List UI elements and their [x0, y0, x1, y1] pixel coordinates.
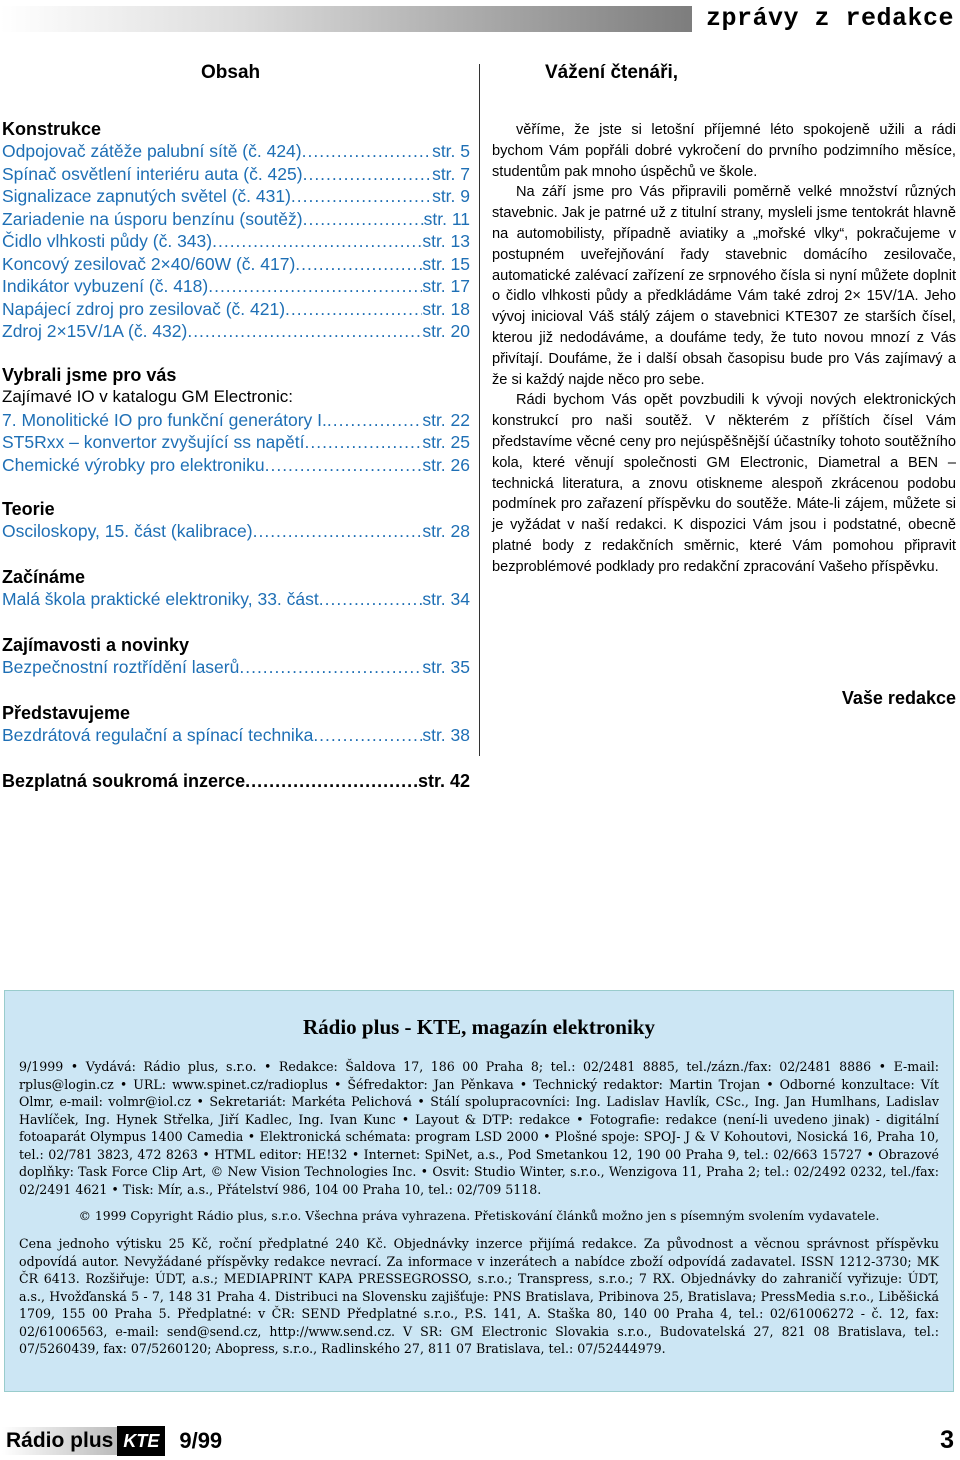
toc-entry[interactable] [2, 588, 470, 611]
column-divider [479, 64, 480, 756]
toc-leader-dots [208, 275, 422, 298]
letter-paragraph: Rádi bychom Vás opět povzbudili k vývoji nových elektronických konstrukcí pro naši soutěž. V některém z příštích čísel Vám představíme věcné ceny pro nejúspěšnější účastníky tohoto soutěžního kola, které věnují společnosti GM Electronic, Diametral a BEN – technická literatura, a znovu otiskneme alespoň zkrácenou podobu podmínek pro zařazení příspěvku do soutěže. Máte-li zájem, můžete si je vyžádat v naší redakci. K dispozici Vám jsou i podstatné, obecně platné body z redakčních směrnic, které Vám pomohou připravit bezproblémové podklady pro redakční zpracování Vašeho příspěvku. [492, 392, 956, 575]
toc-entry-title: Bezpečnostní roztřídění laserů [2, 657, 240, 677]
letter-paragraph: věříme, že jste si letošní příjemné léto spokojeně užili a rádi bychom Vám popřáli dobré vykročení do prvního podzimního měsíce, studentům pak mnoho úspěchů ve škole. [492, 122, 956, 180]
toc-entry-page: str. 28 [422, 521, 470, 541]
toc-entry-title: Bezdrátová regulační a spínací technika [2, 725, 314, 745]
toc-entry-page: str. 38 [422, 725, 470, 745]
imprint-title: Rádio plus - KTE, magazín elektroniky [303, 1015, 655, 1039]
toc-leader-dots [212, 230, 422, 253]
toc-leader-dots [291, 185, 432, 208]
footer-issue: 9/99 [179, 1428, 223, 1453]
toc-leader-dots [304, 431, 422, 454]
toc-group [2, 702, 470, 747]
toc-entry-title: Osciloskopy, 15. část (kalibrace) [2, 521, 253, 541]
toc-leader-dots [187, 320, 422, 343]
toc-entry-title: Koncový zesilovač 2×40/60W (č. 417) [2, 253, 296, 274]
toc-entry[interactable] [2, 724, 470, 747]
toc-group [2, 364, 470, 476]
toc-entry[interactable] [2, 253, 470, 276]
toc-entry[interactable] [2, 140, 470, 163]
toc-leader-dots [253, 520, 423, 543]
footer-kte-logo: KTE [117, 1426, 165, 1456]
toc-entry-page: str. 15 [422, 253, 470, 274]
toc-leader-dots [303, 208, 424, 231]
toc-entry-page: str. 20 [422, 321, 470, 341]
toc-leader-dots [302, 140, 432, 163]
toc-entry-title: Indikátor vybuzení (č. 418) [2, 276, 209, 296]
editorial-letter [492, 120, 956, 578]
toc-leader-dots [265, 454, 423, 477]
toc-group-title: Představujeme [2, 703, 131, 723]
toc-entry[interactable] [2, 230, 470, 253]
toc-group-title: Teorie [2, 499, 55, 519]
toc-group-title: Začínáme [2, 567, 86, 587]
toc-entry[interactable] [2, 320, 470, 343]
toc-group [2, 118, 470, 343]
toc-leader-dots [303, 163, 432, 186]
header-gradient-bar [0, 6, 692, 32]
toc-entry[interactable] [2, 298, 470, 321]
toc-entry-title: Zariadenie na úsporu benzínu (soutěž) [2, 208, 303, 229]
toc-entry-page: str. 5 [432, 141, 470, 161]
letter-greeting: Vážení čtenáři, [545, 62, 679, 83]
toc-leader-dots [327, 409, 422, 432]
toc-group [2, 498, 470, 543]
toc-entry[interactable] [2, 275, 470, 298]
toc-group-title: Konstrukce [2, 119, 102, 139]
toc-leader-dots [239, 656, 422, 679]
toc-entry-page: str. 18 [422, 298, 470, 319]
toc-entry[interactable] [2, 208, 470, 231]
toc-free-ads[interactable] [2, 770, 470, 792]
toc-entry-page: str. 13 [422, 231, 470, 251]
toc-entry-page: str. 11 [423, 208, 470, 229]
toc-entry-page: str. 22 [422, 409, 470, 430]
toc-entry-title: Odpojovač zátěže palubní sítě (č. 424) [2, 141, 302, 161]
letter-paragraph: Na září jsme pro Vás připravili poměrně velké množství různých stavebnic. Jak je patrné už z titulní strany, mysleli jsme tentokrát hlavně na automobilisty, případně aviatiky a „mořské vlky“, pokračujeme v postupném uveřejňování řady stavebnic domácího zesilovače, automatické zalévací zařízení ze srpnového čísla si nyní můžete doplnit o čidlo vlhkosti půdy a předkládáme Vám také zdroj 2× 15V/1A. Jeho vývoj inicioval Váš stálý zájem o stavebnici KTE307 ze starších čísel, kterou již nedodáváme, a doufáme tedy, že tuto novou mnozí z Vás přivítají. Doufáme, že i další obsah časopisu bude pro Vás zajímavý a že si každý najde něco pro sebe. [492, 184, 956, 388]
toc-entry[interactable] [2, 520, 470, 543]
toc-entry-title: Čidlo vlhkosti půdy (č. 343) [2, 231, 213, 251]
toc-entry-title: ST5Rxx – konvertor zvyšující ss napětí [2, 432, 305, 452]
footer-brand: Rádio plus [2, 1427, 117, 1455]
toc-free-ads-label: Bezplatná soukromá inzerce [2, 771, 246, 791]
section-title: zprávy z redakce [705, 4, 954, 33]
toc-group [2, 566, 470, 611]
toc-entry[interactable] [2, 431, 470, 454]
letter-signature: Vaše redakce [841, 688, 956, 708]
imprint-copyright: © 1999 Copyright Rádio plus, s.r.o. Všechna práva vyhrazena. Přetiskování článků možno jen s písemným svolením vydavatele. [78, 1208, 880, 1223]
toc-leader-dots [313, 724, 422, 747]
toc-entry-title: Zdroj 2×15V/1A (č. 432) [2, 321, 188, 341]
toc-entry-title: Chemické výrobky pro elektroniku [2, 454, 265, 475]
toc-entry-page: str. 9 [432, 186, 470, 206]
toc-entry-title: Spínač osvětlení interiéru auta (č. 425) [2, 163, 303, 184]
toc-entry[interactable] [2, 454, 470, 477]
toc-entry-page: str. 35 [422, 657, 470, 677]
toc-group [2, 634, 470, 679]
toc-leader-dots [319, 588, 423, 611]
toc-entry-title: 7. Monolitické IO pro funkční generátory I. [2, 409, 327, 430]
toc-entry-title: Napájecí zdroj pro zesilovač (č. 421) [2, 298, 286, 319]
toc-leader-dots [295, 253, 422, 276]
toc-entry[interactable] [2, 656, 470, 679]
footer-logo [2, 1427, 222, 1455]
toc-entry[interactable] [2, 409, 470, 432]
toc-free-ads-page: str. 42 [417, 771, 470, 791]
toc-entry-page: str. 7 [432, 163, 470, 184]
toc-group-title: Zajímavosti a novinky [2, 635, 190, 655]
toc-entry-title: Signalizace zapnutých světel (č. 431) [2, 186, 291, 206]
toc-group-title: Vybrali jsme pro vás [2, 365, 177, 385]
toc-entry-page: str. 25 [422, 432, 470, 452]
imprint-pricing: Cena jednoho výtisku 25 Kč, roční předplatné 240 Kč. Objednávky inzerce přijímá redakce. Za původnost a věcnou správnost příspěvku odpovídá autor. Nevyžádané příspěvky redakce nevrací. Za informace v inzerátech a nabídce zboží odpovídá zadavatel. ISSN 1212-3730; MK ČR 6413. Rozšiřuje: ÚDT, a.s.; MEDIAPRINT KAPA PRESSEGROSSO, s.r.o.; Transpress, s.r.o.; 7 RX. Objednávky do zahraničí vyřizuje: ÚDT, a.s., Hvožďanská 5 - 7, 148 31 Praha 4. Distribuci na Slovensku zajišťuje: PNS Bratislava, Pribinova 25, Bratislava; PressMedia s.r.o., Liběšická 1709, 155 00 Praha 5. Předplatné: v ČR: SEND Předplatné s.r.o., P.S. 141, A. Staška 80, 140 00 Praha 4, tel.: 02/61006272 - č. 12, fax: 02/61006563, e-mail: send@send.cz, http://www.send.cz. V SR: GM Electronic Slovakia s.r.o., Budovatelská 27, 821 08 Bratislava, tel.: 07/5260439, fax: 07/5260120; Abopress, s.r.o., Radlinského 27, 811 07 Bratislava, tel.: 07/52444979. [19, 1236, 939, 1356]
toc-entry[interactable] [2, 163, 470, 186]
page-number: 3 [940, 1426, 954, 1454]
toc-entry[interactable] [2, 185, 470, 208]
toc-entry-title: Malá škola praktické elektroniky, 33. část [2, 589, 319, 609]
toc-leader-dots [285, 298, 422, 321]
toc-leader-dots [245, 770, 418, 792]
toc-group-subtitle: Zajímavé IO v katalogu GM Electronic: [2, 387, 293, 406]
imprint-box [4, 990, 954, 1392]
toc-title: Obsah [201, 62, 261, 83]
imprint-staff: 9/1999 • Vydává: Rádio plus, s.r.o. • Redakce: Šaldova 17, 186 00 Praha 8; tel.: 02/2481 8885, tel./zázn./fax: 02/2481 8886 • E-mail: rplus@login.cz • URL: www.spinet.cz/radioplus • Šéfredaktor: Jan Pěnkava • Technický redaktor: Martin Trojan • Odborné konzultace: Vít Olmr, e-mail: volmr@iol.cz • Sekretariát: Markéta Pelichová • Stálí spolupracovníci: Ing. Ladislav Havlík, CSc., Ing. Jan Humlhans, Ladislav Havlíček, Ing. Hynek Střelka, Jiří Kadlec, Ing. Ivan Kunc • Layout & DTP: redakce • Fotografie: redakce (není-li uvedeno jinak) - digitální fotoaparát Olympus 1400 Camedia • Elektronická schémata: program LSD 2000 • Plošné spoje: SPOJ- J & V Kohoutovi, Nosická 16, Praha 10, tel.: 02/781 3823, 472 8263 • HTML editor: HE!32 • Internet: SpiNet, a.s., Pod Smetankou 12, 190 00 Praha 9, tel.: 02/663 15727 • Obrazové doplňky: Task Force Clip Art, © New Vision Technologies Inc. • Osvit: Studio Winter, s.r.o., Wenzigova 11, Praha 2; tel.: 02/2492 0232, tel./fax: 02/2491 4621 • Tisk: Mír, a.s., Přátelství 986, 104 00 Praha 10, tel.: 02/709 5118. [19, 1059, 939, 1197]
toc-entry-page: str. 26 [422, 454, 470, 475]
toc-entry-page: str. 34 [422, 589, 470, 609]
toc-entry-page: str. 17 [422, 276, 470, 296]
